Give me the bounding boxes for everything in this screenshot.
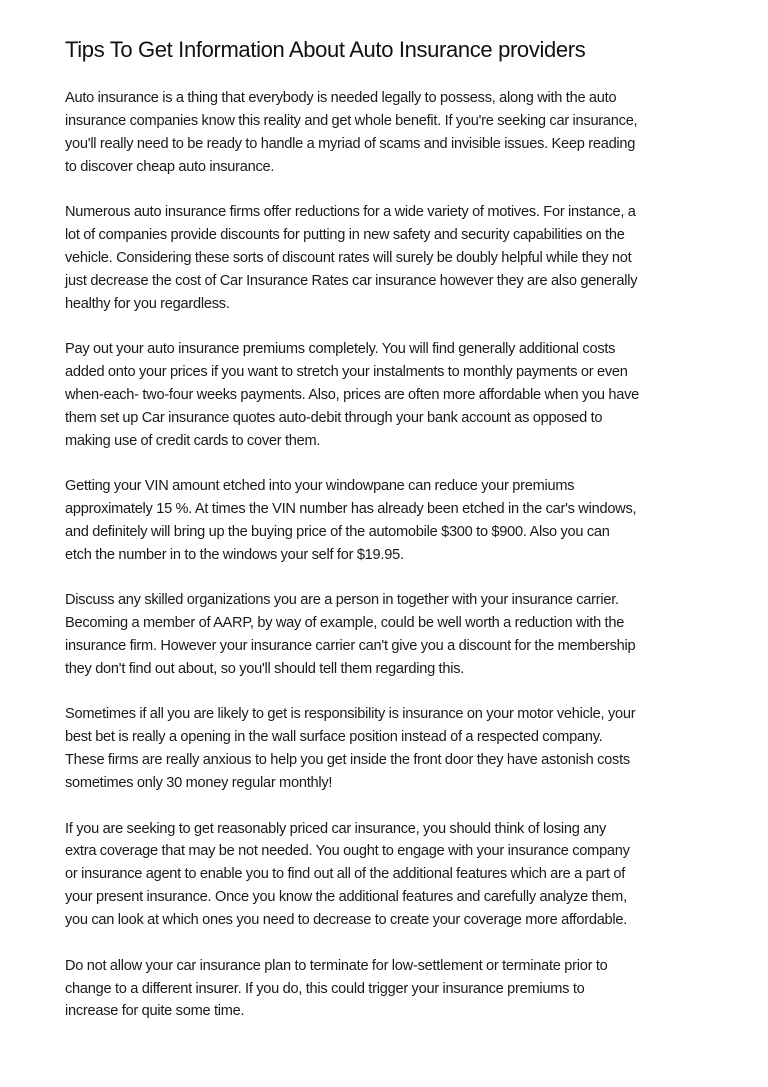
text-line: lot of companies provide discounts for putting in new safety and security capabilities on the bbox=[65, 227, 625, 244]
text-line: vehicle. Considering these sorts of discount rates will surely be doubly helpful while they not bbox=[65, 249, 632, 266]
text-line: they don't find out about, so you'll should tell them regarding this. bbox=[65, 661, 465, 678]
text-line: These firms are really anxious to help you get inside the front door they have astonish costs bbox=[65, 752, 630, 769]
paragraph-discounts bbox=[65, 201, 715, 316]
text-line: Sometimes if all you are likely to get is responsibility is insurance on your motor vehicle, your bbox=[65, 706, 636, 723]
paragraph-intro bbox=[65, 87, 715, 179]
text-line: etch the number in to the windows your self for $19.95. bbox=[65, 546, 404, 563]
text-line: sometimes only 30 money regular monthly! bbox=[65, 775, 333, 792]
text-line: Numerous auto insurance firms offer reductions for a wide variety of motives. For instance, a bbox=[65, 204, 636, 221]
text-line: just decrease the cost of Car Insurance Rates car insurance however they are also generally bbox=[65, 272, 638, 289]
text-line: healthy for you regardless. bbox=[65, 295, 230, 312]
text-line: your present insurance. Once you know the additional features and carefully analyze them, bbox=[65, 889, 627, 906]
text-line: extra coverage that may be not needed. You ought to engage with your insurance company bbox=[65, 843, 630, 860]
text-line: or insurance agent to enable you to find out all of the additional features which are a part of bbox=[65, 866, 626, 883]
text-line: you can look at which ones you need to decrease to create your coverage more affordable. bbox=[65, 912, 628, 929]
text-line: change to a different insurer. If you do, this could trigger your insurance premiums to bbox=[65, 980, 585, 997]
text-line: increase for quite some time. bbox=[65, 1003, 245, 1020]
text-line: making use of credit cards to cover them. bbox=[65, 432, 321, 449]
text-line: Becoming a member of AARP, by way of example, could be well worth a reduction with the bbox=[65, 615, 625, 632]
text-line: approximately 15 %. At times the VIN number has already been etched in the car's windows, bbox=[65, 501, 637, 518]
paragraph-organizations bbox=[65, 589, 715, 681]
text-line: and definitely will bring up the buying price of the automobile $300 to $900. Also you can bbox=[65, 524, 610, 540]
text-line: Pay out your auto insurance premiums completely. You will find generally additional costs bbox=[65, 341, 616, 358]
text-line: them set up Car insurance quotes auto-debit through your bank account as opposed to bbox=[65, 409, 603, 426]
text-line: Discuss any skilled organizations you are a person in together with your insurance carrier. bbox=[65, 592, 619, 609]
text-line: Getting your VIN amount etched into your windowpane can reduce your premiums bbox=[65, 478, 575, 495]
text-line: Do not allow your car insurance plan to terminate for low-settlement or terminate prior to bbox=[65, 957, 608, 974]
paragraph-vin bbox=[65, 475, 715, 567]
text-line: Auto insurance is a thing that everybody is needed legally to possess, along with the auto bbox=[65, 90, 617, 106]
text-line: If you are seeking to get reasonably priced car insurance, you should think of losing any bbox=[65, 820, 606, 837]
paragraph-coverage bbox=[65, 818, 715, 933]
paragraph-lapse bbox=[65, 955, 715, 1024]
text-line: insurance firm. However your insurance carrier can't give you a discount for the membership bbox=[65, 638, 636, 655]
paragraph-premiums bbox=[65, 338, 715, 453]
text-line: when-each- two-four weeks payments. Also, prices are often more affordable when you have bbox=[65, 386, 639, 403]
text-line: you'll really need to be ready to handle a myriad of scams and invisible issues. Keep reading bbox=[65, 135, 636, 152]
text-line: added onto your prices if you want to stretch your instalments to monthly payments or even bbox=[65, 364, 628, 381]
paragraph-liability bbox=[65, 703, 715, 795]
text-line: to discover cheap auto insurance. bbox=[65, 158, 275, 175]
text-line: insurance companies know this reality and get whole benefit. If you're seeking car insurance, bbox=[65, 112, 638, 129]
text-line: best bet is really a opening in the wall surface position instead of a respected company. bbox=[65, 729, 603, 746]
document-title: Tips To Get Information About Auto Insurance providers bbox=[65, 37, 586, 62]
document-body bbox=[65, 87, 715, 1046]
